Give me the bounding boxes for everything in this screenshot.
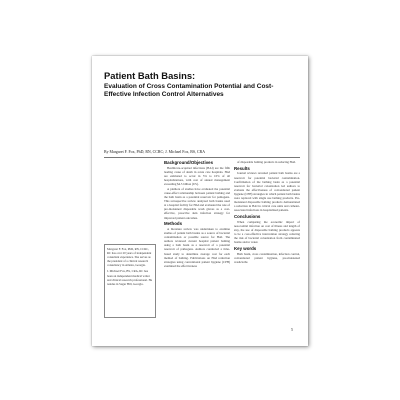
section-heading-conclusions: Conclusions [234,214,261,220]
author-note-2: J. Michael Fox, BS, CRA, RC has been an independent medical writer and clinical research professional. He resides in Sugar Hill, Georgia. [107,269,153,286]
paragraph: Bath basin, cross contamination, infection control, conventional patient hygiene, pre-moistened washcloths [234,251,300,264]
page-number: 5 [291,327,293,332]
abstract-column-right [234,160,300,340]
section-heading-background: Background/Objectives [164,160,214,165]
header-rule [104,157,300,158]
section-heading-methods: Methods [164,221,183,227]
journal-page [92,56,308,346]
section-heading-key-words: Key words [234,245,257,251]
paragraph: When comparing the economic impact of nosocomial infection on cost of illness and length of stay, the use of disposable bathing products appears to be a cost-effective intervention strategy reducing the risk of bacterial colonization from contaminated basins and/or water. [234,219,300,245]
paragraph: of disposable bathing products in reducing HAI. [237,160,296,164]
article-title: Patient Bath Basins: [104,70,196,81]
paragraph: Healthcare-acquired infections (HAI) are the fifth leading cause of death in acute care hospitals. HAI are estimated to occur in 5% to 10% of all hospitalizations, with cost of annual management exceeding $4.5 billion (US). [164,165,230,187]
author-note-box [104,244,156,318]
author-byline: By Margaret F. Fox, PhD, RN, CCRC; J. Michael Fox, BS, CRA [104,150,205,154]
paragraph: A plethora of studies have evaluated the potential cause-effect relationship between patient bathing and the bath basin as a potential reservoir for pathogens. This retrospective review analyzed bath basins used at a hospital facility for HAI and evaluated the role of pre-moistened disposable wash gloves as a cost-effective, proactive skin infection strategy for improved patient outcomes. [164,186,230,220]
author-note-1: Margaret F. Fox, PhD, RN, CCRC, RC has over 20 years of independent consultant experience. She serves as the president of a clinical research consultancy in Atlanta, Georgia. [107,247,152,268]
abstract-column-left [164,160,230,345]
paragraph: Journal reviews revealed patient bath basins are a reservoir for potential bacterial contamination. Confirmation of the bathing basin as a potential reservoir for bacterial colonization led authors to evaluate the effectiveness of conventional patient hygiene (CPH) strategies in which patient bath basins were replaced with single use bathing products. Pre-moistened disposable bathing products demonstrated a reduction in HAI in critical care units and catheter-associated infections in hospitalized patients. [234,171,300,213]
section-heading-results: Results [234,165,250,171]
article-subtitle: Evaluation of Cross Contamination Potential and Cost-Effective Infection Control Alternatives [104,83,274,99]
paragraph: A literature review was undertaken to examine studies of patient bath basins as a source of bacterial contamination or possible source for HAI. The authors reviewed current hospital patient bathing using a bath basin as a reservoir of a potential reservoir of pathogens. Authors conducted a time-based study to determine average cost for each method of bathing. Publications on HAI reduction strategies using conventional patient hygiene (CPH) examined the effectiveness [164,227,230,268]
